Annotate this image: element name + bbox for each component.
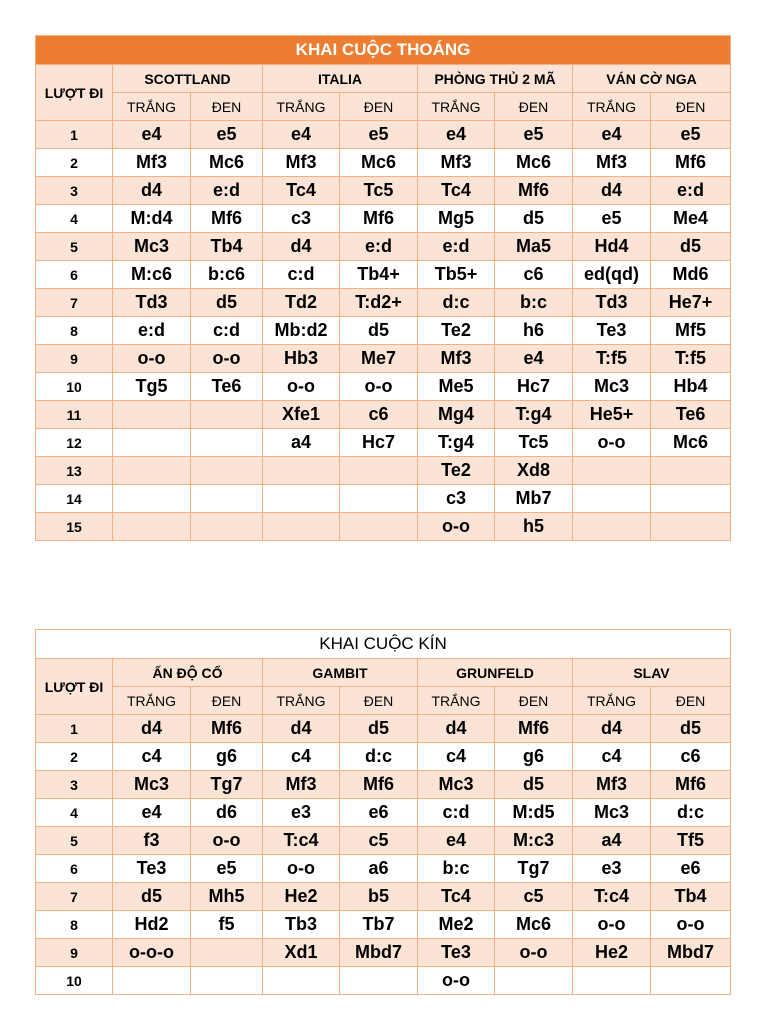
black-move: g6 bbox=[191, 743, 263, 771]
white-move: e4 bbox=[573, 121, 651, 149]
move-row bbox=[36, 121, 731, 149]
black-move: e5 bbox=[191, 855, 263, 883]
white-move: e3 bbox=[573, 855, 651, 883]
move-number: 5 bbox=[36, 233, 113, 261]
opening-name: PHÒNG THỦ 2 MÃ bbox=[418, 65, 573, 93]
black-move: Mf6 bbox=[495, 177, 573, 205]
move-number-header: LƯỢT ĐI bbox=[36, 65, 113, 121]
white-move: d4 bbox=[263, 233, 340, 261]
white-move: Te3 bbox=[573, 317, 651, 345]
black-move: Tb4+ bbox=[340, 261, 418, 289]
black-move: o-o bbox=[495, 939, 573, 967]
white-move: c4 bbox=[418, 743, 495, 771]
white-move bbox=[113, 513, 191, 541]
black-move: e5 bbox=[191, 121, 263, 149]
white-move: e4 bbox=[418, 121, 495, 149]
black-move bbox=[191, 967, 263, 995]
white-move: Tc4 bbox=[263, 177, 340, 205]
black-move: b:c bbox=[495, 289, 573, 317]
black-move: Mh5 bbox=[191, 883, 263, 911]
black-move bbox=[651, 457, 731, 485]
black-move: d5 bbox=[651, 233, 731, 261]
black-move: T:f5 bbox=[651, 345, 731, 373]
opening-name: ẤN ĐỘ CỔ bbox=[113, 659, 263, 687]
white-move bbox=[113, 967, 191, 995]
white-move: Hd4 bbox=[573, 233, 651, 261]
white-move: He2 bbox=[573, 939, 651, 967]
move-number: 11 bbox=[36, 401, 113, 429]
move-number: 12 bbox=[36, 429, 113, 457]
black-move: e:d bbox=[340, 233, 418, 261]
white-move: f3 bbox=[113, 827, 191, 855]
white-move: Mc3 bbox=[113, 233, 191, 261]
side-black-header: ĐEN bbox=[495, 687, 573, 715]
black-move: c5 bbox=[340, 827, 418, 855]
white-move bbox=[263, 967, 340, 995]
white-move: o-o bbox=[573, 911, 651, 939]
black-move: g6 bbox=[495, 743, 573, 771]
move-number: 8 bbox=[36, 317, 113, 345]
black-move: Tg7 bbox=[495, 855, 573, 883]
move-row bbox=[36, 799, 731, 827]
move-number: 9 bbox=[36, 939, 113, 967]
black-move: Tc5 bbox=[495, 429, 573, 457]
white-move bbox=[113, 401, 191, 429]
move-number: 5 bbox=[36, 827, 113, 855]
opening-name: VÁN CỜ NGA bbox=[573, 65, 731, 93]
white-move: Tc4 bbox=[418, 883, 495, 911]
white-move: c:d bbox=[263, 261, 340, 289]
white-move bbox=[573, 485, 651, 513]
black-move: d5 bbox=[191, 289, 263, 317]
white-move: c4 bbox=[263, 743, 340, 771]
move-number: 14 bbox=[36, 485, 113, 513]
white-move: c3 bbox=[418, 485, 495, 513]
white-move: Te2 bbox=[418, 457, 495, 485]
black-move: c5 bbox=[495, 883, 573, 911]
white-move: Mc3 bbox=[113, 771, 191, 799]
white-move: e4 bbox=[113, 799, 191, 827]
move-row bbox=[36, 911, 731, 939]
white-move: d4 bbox=[263, 715, 340, 743]
move-row bbox=[36, 485, 731, 513]
black-move bbox=[651, 967, 731, 995]
opening-name: GRUNFELD bbox=[418, 659, 573, 687]
white-move: o-o-o bbox=[113, 939, 191, 967]
black-move: Mf5 bbox=[651, 317, 731, 345]
move-number: 10 bbox=[36, 967, 113, 995]
black-move: He7+ bbox=[651, 289, 731, 317]
black-move: Mbd7 bbox=[340, 939, 418, 967]
white-move: e:d bbox=[418, 233, 495, 261]
black-move: Tc5 bbox=[340, 177, 418, 205]
white-move bbox=[573, 967, 651, 995]
move-row bbox=[36, 939, 731, 967]
black-move: c6 bbox=[340, 401, 418, 429]
black-move: o-o bbox=[651, 911, 731, 939]
white-move: c4 bbox=[573, 743, 651, 771]
black-move: Mf6 bbox=[651, 771, 731, 799]
move-row bbox=[36, 345, 731, 373]
table-title: KHAI CUỘC KÍN bbox=[36, 630, 731, 659]
black-move bbox=[191, 939, 263, 967]
white-move: e4 bbox=[418, 827, 495, 855]
black-move: Mf6 bbox=[495, 715, 573, 743]
white-move: Hb3 bbox=[263, 345, 340, 373]
move-number: 3 bbox=[36, 771, 113, 799]
white-move: Mc3 bbox=[573, 373, 651, 401]
black-move: Me4 bbox=[651, 205, 731, 233]
white-move: o-o bbox=[263, 373, 340, 401]
white-move: Mg5 bbox=[418, 205, 495, 233]
black-move: d5 bbox=[651, 715, 731, 743]
black-move: Mbd7 bbox=[651, 939, 731, 967]
white-move: d4 bbox=[113, 177, 191, 205]
move-number: 2 bbox=[36, 149, 113, 177]
black-move: Mf6 bbox=[340, 771, 418, 799]
white-move: M:d4 bbox=[113, 205, 191, 233]
white-move: Te2 bbox=[418, 317, 495, 345]
move-row bbox=[36, 177, 731, 205]
white-move: e:d bbox=[113, 317, 191, 345]
white-move: o-o bbox=[263, 855, 340, 883]
white-move: T:f5 bbox=[573, 345, 651, 373]
black-move: e4 bbox=[495, 345, 573, 373]
black-move: Md6 bbox=[651, 261, 731, 289]
move-row bbox=[36, 967, 731, 995]
white-move: Mc3 bbox=[573, 799, 651, 827]
white-move: Xfe1 bbox=[263, 401, 340, 429]
white-move: Me5 bbox=[418, 373, 495, 401]
black-move bbox=[340, 457, 418, 485]
move-number: 4 bbox=[36, 799, 113, 827]
black-move bbox=[191, 457, 263, 485]
black-move: Mc6 bbox=[495, 149, 573, 177]
white-move: b:c bbox=[418, 855, 495, 883]
black-move: a6 bbox=[340, 855, 418, 883]
side-white-header: TRẮNG bbox=[573, 93, 651, 121]
black-move: e6 bbox=[340, 799, 418, 827]
black-move: Xd8 bbox=[495, 457, 573, 485]
black-move: Te6 bbox=[651, 401, 731, 429]
black-move: f5 bbox=[191, 911, 263, 939]
white-move: Mf3 bbox=[573, 771, 651, 799]
white-move: Mb:d2 bbox=[263, 317, 340, 345]
black-move: Hc7 bbox=[495, 373, 573, 401]
move-number: 8 bbox=[36, 911, 113, 939]
white-move: o-o bbox=[113, 345, 191, 373]
side-white-header: TRẮNG bbox=[263, 93, 340, 121]
move-row bbox=[36, 205, 731, 233]
white-move: Mf3 bbox=[263, 771, 340, 799]
white-move: c3 bbox=[263, 205, 340, 233]
side-black-header: ĐEN bbox=[191, 93, 263, 121]
white-move: Mf3 bbox=[418, 149, 495, 177]
black-move bbox=[191, 513, 263, 541]
white-move: Mf3 bbox=[263, 149, 340, 177]
black-move: d:c bbox=[651, 799, 731, 827]
white-move: Mf3 bbox=[418, 345, 495, 373]
white-move: Mg4 bbox=[418, 401, 495, 429]
black-move: d5 bbox=[340, 317, 418, 345]
black-move: d6 bbox=[191, 799, 263, 827]
white-move: d:c bbox=[418, 289, 495, 317]
black-move bbox=[191, 401, 263, 429]
white-move: d4 bbox=[573, 177, 651, 205]
move-row bbox=[36, 261, 731, 289]
move-number: 9 bbox=[36, 345, 113, 373]
black-move: Me7 bbox=[340, 345, 418, 373]
black-move: e5 bbox=[495, 121, 573, 149]
move-number: 7 bbox=[36, 289, 113, 317]
white-move: c4 bbox=[113, 743, 191, 771]
white-move: o-o bbox=[418, 513, 495, 541]
side-black-header: ĐEN bbox=[340, 93, 418, 121]
white-move: Tc4 bbox=[418, 177, 495, 205]
white-move: e3 bbox=[263, 799, 340, 827]
black-move: Mf6 bbox=[191, 205, 263, 233]
side-white-header: TRẮNG bbox=[263, 687, 340, 715]
move-row bbox=[36, 715, 731, 743]
move-number: 1 bbox=[36, 121, 113, 149]
black-move: e:d bbox=[651, 177, 731, 205]
move-row bbox=[36, 317, 731, 345]
black-move: Te6 bbox=[191, 373, 263, 401]
white-move: Hd2 bbox=[113, 911, 191, 939]
black-move: Tb7 bbox=[340, 911, 418, 939]
black-move: b5 bbox=[340, 883, 418, 911]
move-number: 4 bbox=[36, 205, 113, 233]
side-black-header: ĐEN bbox=[340, 687, 418, 715]
move-number: 7 bbox=[36, 883, 113, 911]
move-number: 2 bbox=[36, 743, 113, 771]
move-row bbox=[36, 401, 731, 429]
white-move: c:d bbox=[418, 799, 495, 827]
table-title: KHAI CUỘC THOÁNG bbox=[36, 36, 731, 65]
black-move: d5 bbox=[495, 771, 573, 799]
opening-name: SLAV bbox=[573, 659, 731, 687]
black-move bbox=[651, 485, 731, 513]
closed-games-table bbox=[35, 629, 731, 995]
black-move: d5 bbox=[340, 715, 418, 743]
black-move: c:d bbox=[191, 317, 263, 345]
move-row bbox=[36, 373, 731, 401]
white-move: d4 bbox=[113, 715, 191, 743]
move-row bbox=[36, 513, 731, 541]
black-move: e5 bbox=[340, 121, 418, 149]
move-row bbox=[36, 149, 731, 177]
white-move bbox=[263, 513, 340, 541]
side-white-header: TRẮNG bbox=[418, 687, 495, 715]
move-number: 6 bbox=[36, 855, 113, 883]
white-move bbox=[263, 485, 340, 513]
opening-name: GAMBIT bbox=[263, 659, 418, 687]
black-move: Mf6 bbox=[340, 205, 418, 233]
white-move: Td3 bbox=[573, 289, 651, 317]
black-move: b:c6 bbox=[191, 261, 263, 289]
move-number: 13 bbox=[36, 457, 113, 485]
black-move: h5 bbox=[495, 513, 573, 541]
white-move bbox=[573, 513, 651, 541]
black-move: Mf6 bbox=[191, 715, 263, 743]
black-move: e5 bbox=[651, 121, 731, 149]
move-number: 3 bbox=[36, 177, 113, 205]
move-number-header: LƯỢT ĐI bbox=[36, 659, 113, 715]
side-white-header: TRẮNG bbox=[113, 687, 191, 715]
black-move: T:g4 bbox=[495, 401, 573, 429]
white-move: Te3 bbox=[418, 939, 495, 967]
black-move: Mf6 bbox=[651, 149, 731, 177]
white-move: Mf3 bbox=[113, 149, 191, 177]
opening-name: SCOTTLAND bbox=[113, 65, 263, 93]
black-move: d5 bbox=[495, 205, 573, 233]
white-move: T:g4 bbox=[418, 429, 495, 457]
side-white-header: TRẮNG bbox=[113, 93, 191, 121]
black-move: Tg7 bbox=[191, 771, 263, 799]
white-move: Xd1 bbox=[263, 939, 340, 967]
black-move bbox=[340, 967, 418, 995]
black-move: Ma5 bbox=[495, 233, 573, 261]
white-move: o-o bbox=[573, 429, 651, 457]
black-move: Mc6 bbox=[651, 429, 731, 457]
white-move bbox=[113, 429, 191, 457]
white-move bbox=[263, 457, 340, 485]
white-move: Me2 bbox=[418, 911, 495, 939]
white-move: Td3 bbox=[113, 289, 191, 317]
move-row bbox=[36, 855, 731, 883]
white-move: T:c4 bbox=[263, 827, 340, 855]
white-move: e5 bbox=[573, 205, 651, 233]
black-move: Hc7 bbox=[340, 429, 418, 457]
black-move: c6 bbox=[651, 743, 731, 771]
black-move bbox=[191, 429, 263, 457]
white-move: o-o bbox=[418, 967, 495, 995]
side-black-header: ĐEN bbox=[191, 687, 263, 715]
white-move: Tb3 bbox=[263, 911, 340, 939]
side-white-header: TRẮNG bbox=[573, 687, 651, 715]
move-row bbox=[36, 429, 731, 457]
white-move: He2 bbox=[263, 883, 340, 911]
black-move: M:d5 bbox=[495, 799, 573, 827]
black-move: h6 bbox=[495, 317, 573, 345]
side-black-header: ĐEN bbox=[495, 93, 573, 121]
move-row bbox=[36, 883, 731, 911]
white-move: T:c4 bbox=[573, 883, 651, 911]
move-number: 15 bbox=[36, 513, 113, 541]
white-move: e4 bbox=[113, 121, 191, 149]
white-move: d5 bbox=[113, 883, 191, 911]
black-move: T:d2+ bbox=[340, 289, 418, 317]
white-move bbox=[113, 485, 191, 513]
move-row bbox=[36, 233, 731, 261]
move-row bbox=[36, 827, 731, 855]
white-move: M:c6 bbox=[113, 261, 191, 289]
move-number: 1 bbox=[36, 715, 113, 743]
white-move: a4 bbox=[573, 827, 651, 855]
black-move: Tb4 bbox=[191, 233, 263, 261]
white-move bbox=[573, 457, 651, 485]
black-move: M:c3 bbox=[495, 827, 573, 855]
black-move: Mc6 bbox=[191, 149, 263, 177]
black-move: o-o bbox=[191, 827, 263, 855]
white-move: d4 bbox=[573, 715, 651, 743]
white-move: Td2 bbox=[263, 289, 340, 317]
white-move: a4 bbox=[263, 429, 340, 457]
black-move bbox=[651, 513, 731, 541]
side-black-header: ĐEN bbox=[651, 687, 731, 715]
black-move bbox=[495, 967, 573, 995]
move-row bbox=[36, 771, 731, 799]
black-move: e:d bbox=[191, 177, 263, 205]
move-row bbox=[36, 289, 731, 317]
black-move: d:c bbox=[340, 743, 418, 771]
open-games-table bbox=[35, 35, 731, 541]
side-black-header: ĐEN bbox=[651, 93, 731, 121]
white-move: Mf3 bbox=[573, 149, 651, 177]
white-move: ed(qd) bbox=[573, 261, 651, 289]
black-move: Tb4 bbox=[651, 883, 731, 911]
white-move: e4 bbox=[263, 121, 340, 149]
black-move bbox=[340, 513, 418, 541]
black-move bbox=[340, 485, 418, 513]
white-move bbox=[113, 457, 191, 485]
black-move: Mb7 bbox=[495, 485, 573, 513]
side-white-header: TRẮNG bbox=[418, 93, 495, 121]
black-move: Hb4 bbox=[651, 373, 731, 401]
black-move: o-o bbox=[340, 373, 418, 401]
black-move bbox=[191, 485, 263, 513]
black-move: c6 bbox=[495, 261, 573, 289]
white-move: Mc3 bbox=[418, 771, 495, 799]
black-move: e6 bbox=[651, 855, 731, 883]
black-move: o-o bbox=[191, 345, 263, 373]
white-move: He5+ bbox=[573, 401, 651, 429]
white-move: Tg5 bbox=[113, 373, 191, 401]
black-move: Mc6 bbox=[495, 911, 573, 939]
white-move: d4 bbox=[418, 715, 495, 743]
move-number: 10 bbox=[36, 373, 113, 401]
move-row bbox=[36, 743, 731, 771]
white-move: Tb5+ bbox=[418, 261, 495, 289]
white-move: Te3 bbox=[113, 855, 191, 883]
move-row bbox=[36, 457, 731, 485]
opening-name: ITALIA bbox=[263, 65, 418, 93]
move-number: 6 bbox=[36, 261, 113, 289]
black-move: Mc6 bbox=[340, 149, 418, 177]
black-move: Tf5 bbox=[651, 827, 731, 855]
